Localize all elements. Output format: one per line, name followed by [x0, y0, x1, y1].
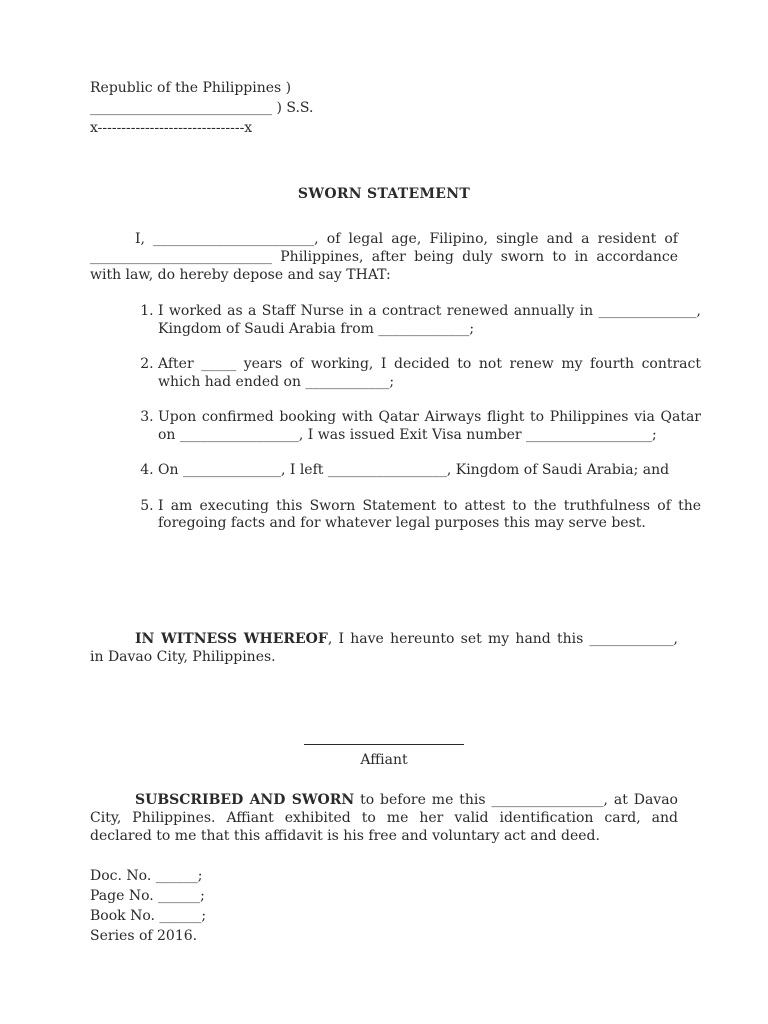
statement-item: 5. I am executing this Sworn Statement to attest to the truthfulness of the foregoing facts and for whatever legal purposes this may serve best. — [158, 498, 701, 533]
venue-ss: __________________________ ) S.S. — [90, 100, 314, 116]
affiant-label: Affiant — [360, 752, 408, 768]
venue-header — [90, 78, 678, 138]
subscribed-heading: SUBSCRIBED AND SWORN — [135, 792, 355, 808]
witness-text: , I have hereunto set my hand this ____________, in Davao City, Philippines. — [90, 631, 678, 665]
doc-number: Doc. No. ______; — [90, 868, 203, 884]
series-year: Series of 2016. — [90, 928, 198, 944]
statement-list — [135, 303, 701, 551]
intro-paragraph: I, _______________________, of legal age, Filipino, single and a resident of __________________________ Philippines, after being duly sworn to in accordance with law, do hereby depose and say THAT: — [90, 231, 678, 283]
statement-item: 3. Upon confirmed booking with Qatar Airways flight to Philippines via Qatar on _________________, I was issued Exit Visa number __________________; — [158, 409, 701, 444]
statement-item: 2. After _____ years of working, I decided to not renew my fourth contract which had ended on ____________; — [158, 356, 701, 391]
statement-item: 1. I worked as a Staff Nurse in a contract renewed annually in ______________, Kingdom of Saudi Arabia from _____________; — [158, 303, 701, 338]
witness-paragraph — [90, 630, 678, 666]
book-number: Book No. ______; — [90, 908, 207, 924]
signature-line — [304, 733, 464, 745]
witness-heading: IN WITNESS WHEREOF — [135, 631, 328, 647]
subscribed-text: to before me this ________________, at Davao City, Philippines. Affiant exhibited to me her valid identification card, and declared to me that this affidavit is his free and voluntary act and deed. — [90, 792, 678, 844]
venue-separator: x-------------------------------x — [90, 120, 253, 136]
subscribed-paragraph — [90, 791, 678, 845]
notary-details — [90, 866, 678, 946]
affiant-signature — [304, 733, 464, 771]
statement-item: 4. On ______________, I left _________________, Kingdom of Saudi Arabia; and — [158, 462, 701, 480]
document-title: SWORN STATEMENT — [297, 186, 471, 202]
page-number: Page No. ______; — [90, 888, 205, 904]
venue-republic: Republic of the Philippines ) — [90, 80, 292, 96]
